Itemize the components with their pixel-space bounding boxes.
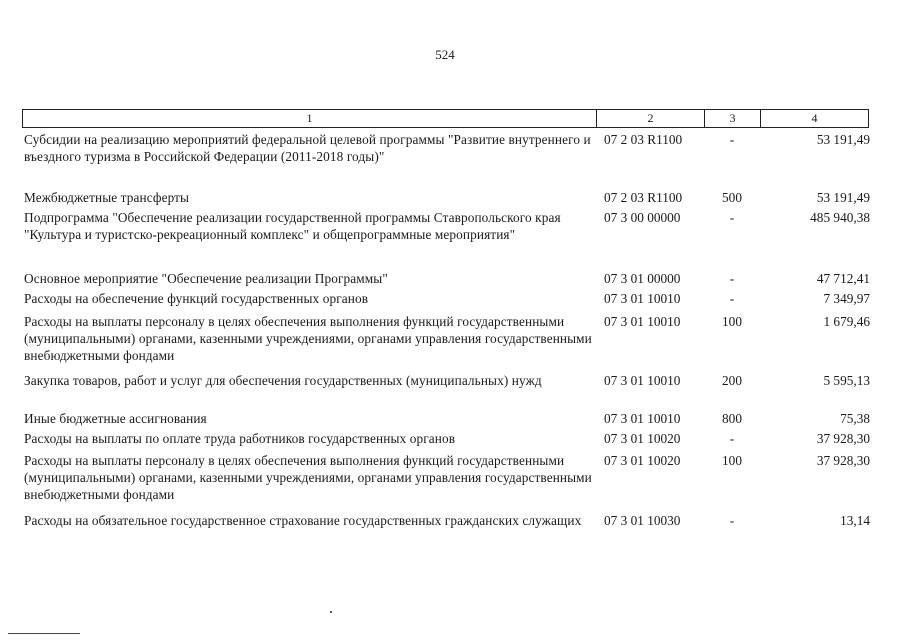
row-sum: 7 349,97 xyxy=(823,291,870,306)
row-code: 07 3 00 00000 xyxy=(604,210,681,225)
row-name: Межбюджетные трансферты xyxy=(24,190,190,205)
row-type: 500 xyxy=(722,190,742,205)
row-sum: 5 595,13 xyxy=(823,373,870,388)
row-type: - xyxy=(729,132,735,147)
row-type: - xyxy=(729,271,735,286)
row-name: Основное мероприятие "Обеспечение реализации Программы" xyxy=(24,271,388,286)
row-type: 100 xyxy=(722,314,742,329)
row-code: 07 3 01 10020 xyxy=(604,453,681,468)
column-header-type: 3 xyxy=(705,110,761,128)
row-code: 07 2 03 R1100 xyxy=(604,132,683,147)
column-header-row xyxy=(23,110,869,128)
row-name: Расходы на выплаты персоналу в целях обеспечения выполнения функций государственными (муниципальными) органами, казенными учреждениями, органами управления государственными внебюджетными фондами xyxy=(24,314,592,363)
row-sum: 75,38 xyxy=(840,411,870,426)
row-sum: 13,14 xyxy=(840,513,870,528)
row-type: 100 xyxy=(722,453,742,468)
row-sum: 53 191,49 xyxy=(816,190,870,205)
row-sum: 485 940,38 xyxy=(810,210,870,225)
row-name: Расходы на обязательное государственное страхование государственных гражданских служащих xyxy=(24,513,582,528)
row-code: 07 3 01 10010 xyxy=(604,314,681,329)
row-name: Подпрограмма "Обеспечение реализации государственной программы Ставропольского края "Культура и туристско-рекреационный комплекс" и общепрограммные мероприятия" xyxy=(24,210,561,242)
row-name: Иные бюджетные ассигнования xyxy=(24,411,207,426)
row-type: 200 xyxy=(722,373,742,388)
row-sum: 37 928,30 xyxy=(816,453,870,468)
column-header-sum: 4 xyxy=(761,110,869,128)
column-header-table xyxy=(22,109,869,128)
scan-speck xyxy=(330,611,332,613)
row-type: - xyxy=(729,291,735,306)
row-sum: 37 928,30 xyxy=(816,431,870,446)
row-sum: 47 712,41 xyxy=(816,271,870,286)
row-sum: 53 191,49 xyxy=(816,132,870,147)
row-code: 07 3 01 10010 xyxy=(604,373,681,388)
row-code: 07 3 01 00000 xyxy=(604,271,681,286)
footer-rule xyxy=(8,633,80,634)
row-sum: 1 679,46 xyxy=(823,314,870,329)
row-name: Закупка товаров, работ и услуг для обеспечения государственных (муниципальных) нужд xyxy=(24,373,542,388)
row-name: Расходы на выплаты по оплате труда работников государственных органов xyxy=(24,431,456,446)
row-code: 07 3 01 10030 xyxy=(604,513,681,528)
row-type: - xyxy=(729,513,735,528)
row-name: Расходы на обеспечение функций государственных органов xyxy=(24,291,369,306)
row-code: 07 3 01 10020 xyxy=(604,431,681,446)
row-code: 07 3 01 10010 xyxy=(604,411,681,426)
row-type: - xyxy=(729,431,735,446)
row-code: 07 2 03 R1100 xyxy=(604,190,683,205)
row-code: 07 3 01 10010 xyxy=(604,291,681,306)
column-header-name: 1 xyxy=(23,110,597,128)
row-type: - xyxy=(729,210,735,225)
column-header-code: 2 xyxy=(597,110,705,128)
row-name: Субсидии на реализацию мероприятий федеральной целевой программы "Развитие внутреннего и въездного туризма в Российской Федерации (2011-2018 годы)" xyxy=(24,132,591,164)
row-type: 800 xyxy=(722,411,742,426)
row-name: Расходы на выплаты персоналу в целях обеспечения выполнения функций государственными (муниципальными) органами, казенными учреждениями, органами управления государственными внебюджетными фондами xyxy=(24,453,592,502)
page-number: 524 xyxy=(435,47,455,62)
